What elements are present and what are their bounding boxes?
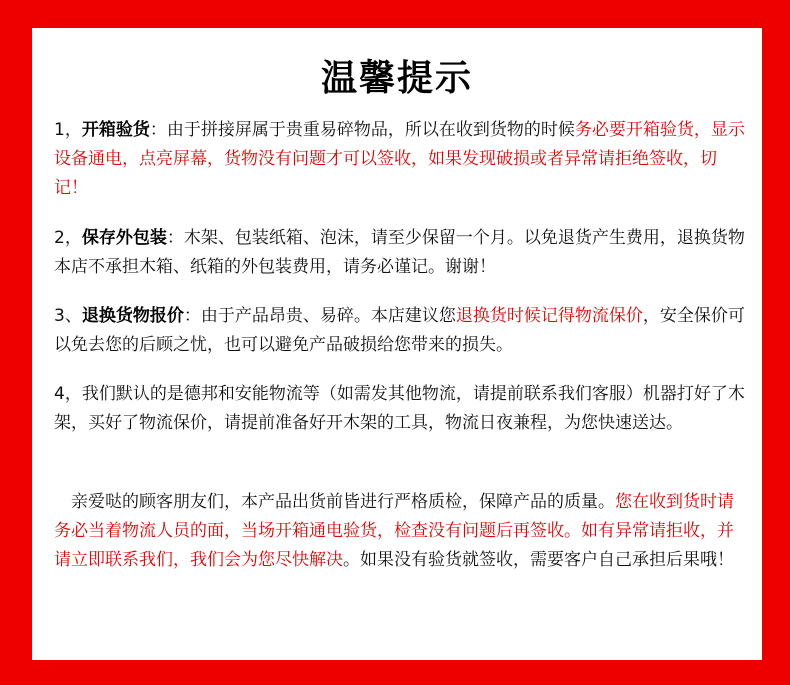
item-heading: 退换货物报价 (81, 306, 184, 326)
notice-panel (32, 28, 762, 660)
item-intro: 亲爱哒的顾客朋友们，本产品出货前皆进行严格质检，保障产品的质量。 (54, 492, 615, 512)
item-body: ：木架、包装纸箱、泡沫，请至少保留一个月。以免退货产生费用，退换货物本店不承担木箱、纸箱的外包装费用，请务必谨记。谢谢！ (54, 228, 745, 277)
item-number: 2， (54, 228, 82, 248)
item-heading: 保存外包装 (81, 228, 167, 248)
item-warning: 您在收到货时请务必当着物流人员的面，当场开箱通电验货，检查没有问题后再签收。如有异常请拒收，并请立即联系我们，我们会为您尽快解决 (54, 492, 734, 570)
page-title: 温馨提示 (320, 58, 473, 99)
notice-item-logistics (54, 380, 746, 438)
item-body: ：由于产品昂贵、易碎。本店建议您 (183, 306, 456, 326)
item-warning: 务必要开箱验货，显示设备通电，点亮屏幕，货物没有问题才可以签收，如果发现破损或者异常请拒绝签收，切记！ (54, 120, 745, 198)
item-number: 3、 (54, 306, 82, 326)
item-body: ：由于拼接屏属于贵重易碎物品，所以在收到货物的时候 (149, 120, 575, 140)
notice-item-customer (54, 488, 746, 575)
notice-item-inspect (54, 116, 746, 203)
item-tail: ，安全保价可以免去您的后顾之忧，也可以避免产品破损给您带来的损失。 (54, 306, 745, 355)
notice-item-packaging (54, 224, 746, 282)
item-heading: 开箱验货 (81, 120, 150, 140)
item-body: 4，我们默认的是德邦和安能物流等（如需发其他物流，请提前联系我们客服）机器打好了木架，买好了物流保价，请提前准备好开木架的工具，物流日夜兼程，为您快速送达。 (54, 384, 745, 433)
item-warning: 退换货时候记得物流保价 (455, 306, 643, 326)
item-number: 1， (54, 120, 82, 140)
notice-item-insurance (54, 302, 746, 360)
item-tail: 。如果没有验货就签收，需要客户自己承担后果哦！ (343, 550, 734, 570)
